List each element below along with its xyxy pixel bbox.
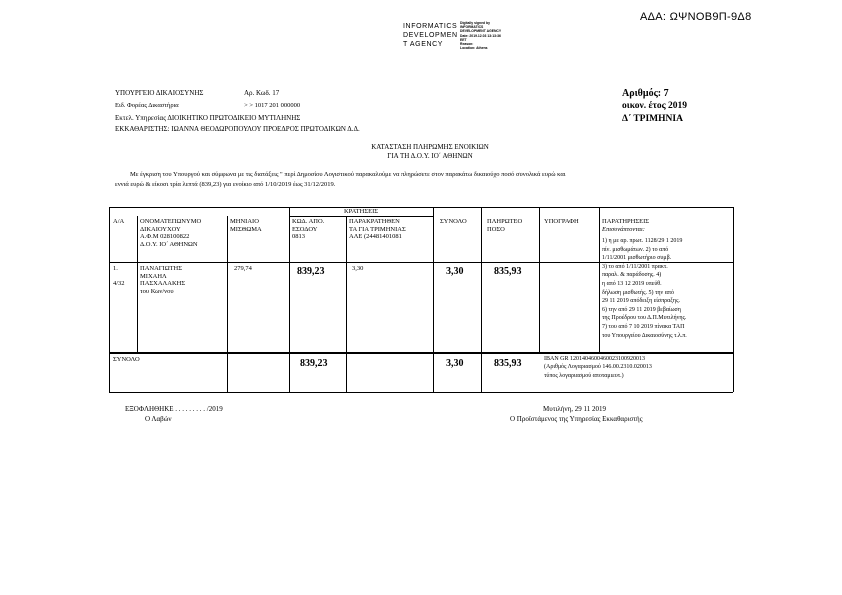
sig-detail: EET xyxy=(460,37,467,42)
row-parakr: 3,30 xyxy=(352,265,364,272)
header-pliroteo: ΠΛΗΡΩΤΕΟ ΠΟΣΟ xyxy=(487,218,523,233)
kratiseis-header: ΚΡΑΤΗΣΕΙΣ xyxy=(343,208,379,215)
budget-code: > > 1017 201 000000 xyxy=(244,102,301,109)
sig-detail: Digitally signed by xyxy=(460,21,490,25)
sig-detail: Location: Athens xyxy=(460,46,488,51)
ektel-ypiresia: Εκτελ. Υπηρεσίας ΔΙΟΙΚΗΤΙΚΟ ΠΡΩΤΟΔΙΚΕΙΟ ΜΥΤΙΛΗΝΗΣ xyxy=(115,114,301,122)
document-subtitle: ΓΙΑ ΤΗ Δ.Ο.Υ. ΙΟ΄ ΑΘΗΝΩΝ xyxy=(387,152,473,160)
header-paratiriseis: ΠΑΡΑΤΗΡΗΣΕΙΣ xyxy=(602,218,650,225)
header-parakratithen: ΠΑΡΑΚΡΑΤΗΘΕΝ ΤΑ ΓΙΑ ΤΡΙΜΗΝΙΑΣ ΑΛΕ (24481401081 xyxy=(349,218,406,241)
header-synolo: ΣΥΝΟΛΟ xyxy=(440,218,467,225)
header-aa: Α/Α xyxy=(113,218,125,225)
total-synolo: 3,30 xyxy=(446,358,464,369)
sig-detail: DEVELOPMENT AGENCY xyxy=(460,29,502,34)
intro-line-2: εννιά ευρώ & είκοσι τρία λεπτά (839,23) για ενοίκιο από 1/10/2019 έως 31/12/2019. xyxy=(115,181,336,188)
ar-kod: Αρ. Κωδ. 17 xyxy=(244,89,280,97)
logo-line-2: DEVELOPMEN xyxy=(403,32,458,39)
total-pliroteo: 835,93 xyxy=(494,358,522,369)
document-title: ΚΑΤΑΣΤΑΣΗ ΠΛΗΡΩΜΗΣ ΕΝΟΙΚΙΩΝ xyxy=(371,143,489,151)
arithmos: Αριθμός: 7 xyxy=(622,88,669,99)
header-ypografi: ΥΠΟΓΡΑΦΗ xyxy=(544,218,579,225)
header-miniaio: ΜΗΝΙΑΙΟ ΜΙΣΘΩΜΑ xyxy=(230,218,262,233)
row-beneficiary: ΠΑΝΑΓΙΩΤΗΣ ΜΙΧΑΗΛ ΠΑΣΧΑΛΑΚΗΣ του Κων/νου xyxy=(140,265,186,295)
trimhnia: Δ΄ ΤΡΙΜΗΝΙΑ xyxy=(622,114,683,124)
o-labon: Ο Λαβών xyxy=(145,415,172,423)
signature-logo xyxy=(403,22,458,49)
oikon-etos: οικον. έτος 2019 xyxy=(622,101,688,111)
logo-line-1: INFORMATICS xyxy=(403,23,458,30)
exoflithike: ΕΞΟΦΛΗΘΗΚΕ . . . . . . . . . /2019 xyxy=(125,405,223,413)
header-kod-apo: ΚΩΔ. ΑΠΟ. ΕΣΟΔΟΥ 0813 xyxy=(292,218,325,241)
remarks-header: Επισυνάπτονται: xyxy=(602,226,645,233)
intro-line-1: Με έγκριση του Υπουργού και σύμφωνα με τις διατάξεις " περί Δημοσίου Λογιστικού παρακαλούμε να πληρώσετε στον παρακάτω δικαιούχο ποσό συνολικά ευρώ και xyxy=(130,171,566,178)
row-pliroteo: 835,93 xyxy=(494,266,522,277)
ada-code: ΑΔΑ: ΩΨΝΟΒ9Π-9Δ8 xyxy=(640,11,752,23)
logo-line-3: T AGENCY xyxy=(403,41,444,48)
ministry-name: ΥΠΟΥΡΓΕΙΟ ΔΙΚΑΙΟΣΥΝΗΣ xyxy=(115,89,204,97)
sig-detail: INFORMATICS xyxy=(460,25,484,30)
row-synolo: 3,30 xyxy=(446,266,464,277)
sig-detail: Date: 2019.12.03 13:13:36 xyxy=(460,33,501,38)
row-aa: 1. 4/32 xyxy=(113,265,125,288)
iban-info: IBAN GR 1201404600460023100920013 (Αριθμός Λογαριασμού 146.00.2310.020013 τύπος λογαριασμού αποταμιευτ.) xyxy=(544,356,652,379)
signing-date: Μυτιλήνη, 29 11 2019 xyxy=(543,405,606,413)
row-kod-amount: 839,23 xyxy=(297,266,325,277)
total-label: ΣΥΝΟΛΟ xyxy=(113,356,140,363)
signer-title: Ο Προϊστάμενος της Υπηρεσίας Εκκαθαριστής xyxy=(510,415,643,423)
header-dikaiouxos: ΟΝΟΜΑΤΕΠΩΝΥΜΟ ΔΙΚΑΙΟΥΧΟΥ Α.Φ.Μ 028100822 Δ.Ο.Υ. ΙΟ΄ ΑΘΗΝΩΝ xyxy=(140,218,202,248)
eid-foreas: Ειδ. Φορέας Δικαστήρια xyxy=(115,102,179,109)
ekkatharistis: ΕΚΚΑΘΑΡΙΣΤΗΣ: ΙΩΑΝΝΑ ΘΕΟΔΩΡΟΠΟΥΛΟΥ ΠΡΟΕΔΡΟΣ ΠΡΩΤΟΔΙΚΩΝ Δ.Δ. xyxy=(115,125,360,133)
sig-detail: Reason: xyxy=(460,42,474,47)
signature-details xyxy=(460,21,501,50)
remarks-text: 1) η με αρ. πρωτ. 1128/29 1 2019 πίν. μισθωμάτων. 2) το από 1/11/2001 μισθωτήριο συμβ. 3) το από 1/11/2001 πρακτ. παραλ. & παράδοσης. 4) η από 13 12 2019 υπεύθ. δήλωση μισθωτής. 5) την από 29 11 2019 απόδειξη είσπραξης. 6) την από 29 11 2019 βεβαίωση της Προέδρου του Δ.Π.Μυτιλήνης. 7) του από 7 10 2019 πίνακα ΤΑΠ του Υπουργείου Δικαιοσύνης τ.λ.π. xyxy=(602,238,687,339)
row-miniaio: 279,74 xyxy=(234,265,252,272)
total-kod: 839,23 xyxy=(300,358,328,369)
